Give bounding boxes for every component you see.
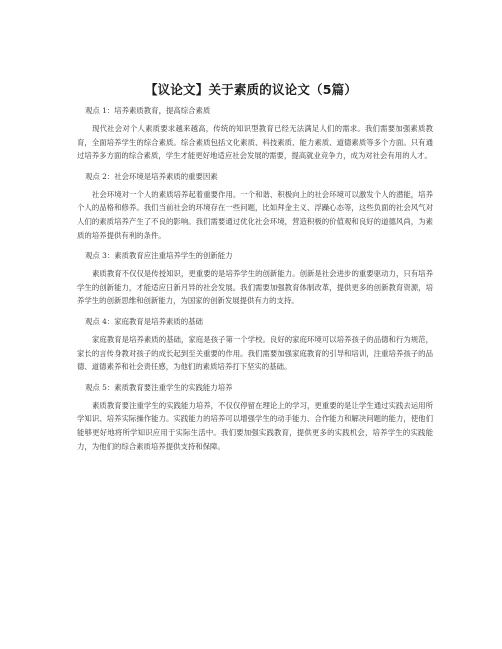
section-3 <box>77 250 433 308</box>
section-paragraph: 现代社会对个人素质要求越来越高，传统的知识型教育已经无法满足人们的需求。我们需要加强素质教育，全面培养学生的综合素质。综合素质包括文化素质、科技素质、能力素质、道德素质等多个方面。只有通过培养多方面的综合素质，学生才能更好地适应社会发展的需要，提高就业竞争力，成为对社会有用的人才。 <box>77 124 433 161</box>
section-paragraph: 素质教育不仅仅是传授知识，更重要的是培养学生的创新能力。创新是社会进步的重要驱动力，只有培养学生的创新能力，才能适应日新月异的社会发展。我们需要加强教育体制改革，提供更多的创新教育资源，培养学生的创新思维和创新能力，为国家的创新发展提供有力的支持。 <box>77 269 433 306</box>
section-heading: 观点 1：培养素质教育，提高综合素质 <box>85 106 211 115</box>
section-1 <box>77 105 433 163</box>
section-paragraph: 社会环境对一个人的素质培养起着重要作用。一个和谐、积极向上的社会环境可以激发个人的潜能，培养个人的品格和修养。我们当前社会的环境存在一些问题，比如拜金主义、浮躁心态等，这些负面的社会风气对人们的素质培养产生了不良的影响。我们需要通过优化社会环境，营造积极的价值观和良好的道德风尚，为素质的培养提供有利的条件。 <box>77 189 433 240</box>
section-heading: 观点 2：社会环境是培养素质的重要因素 <box>85 171 218 181</box>
section-paragraph: 家庭教育是培养素质的基础，家庭是孩子第一个学校。良好的家庭环境可以培养孩子的品德和行为规范，家长的言传身教对孩子的成长起到至关重要的作用。我们需要加强家庭教育的引导和培训，注重培养孩子的品德、道德素养和社会责任感，为他们的素质培养打下坚实的基础。 <box>77 334 433 372</box>
section-heading: 观点 5：素质教育要注重学生的实践能力培养 <box>85 382 233 392</box>
document-content <box>77 105 433 461</box>
section-paragraph: 素质教育要注重学生的实践能力培养，不仅仅停留在理论上的学习，更重要的是让学生通过实践去运用所学知识、培养实际操作能力。实践能力的培养可以增强学生的动手能力、合作能力和解决问题的能力，使他们能够更好地将所学知识应用于实际生活中。我们要加强实践教育，提供更多的实践机会，培养学生的实践能力，为他们的综合素质培养提供支持和保障。 <box>77 400 433 451</box>
section-4 <box>77 316 433 374</box>
section-heading: 观点 3：素质教育应注重培养学生的创新能力 <box>85 251 233 261</box>
section-5 <box>77 382 433 453</box>
section-2 <box>77 171 433 242</box>
section-heading: 观点 4：家庭教育是培养素质的基础 <box>85 316 203 326</box>
document-title: 【议论文】关于素质的议论文（5篇） <box>144 82 358 97</box>
